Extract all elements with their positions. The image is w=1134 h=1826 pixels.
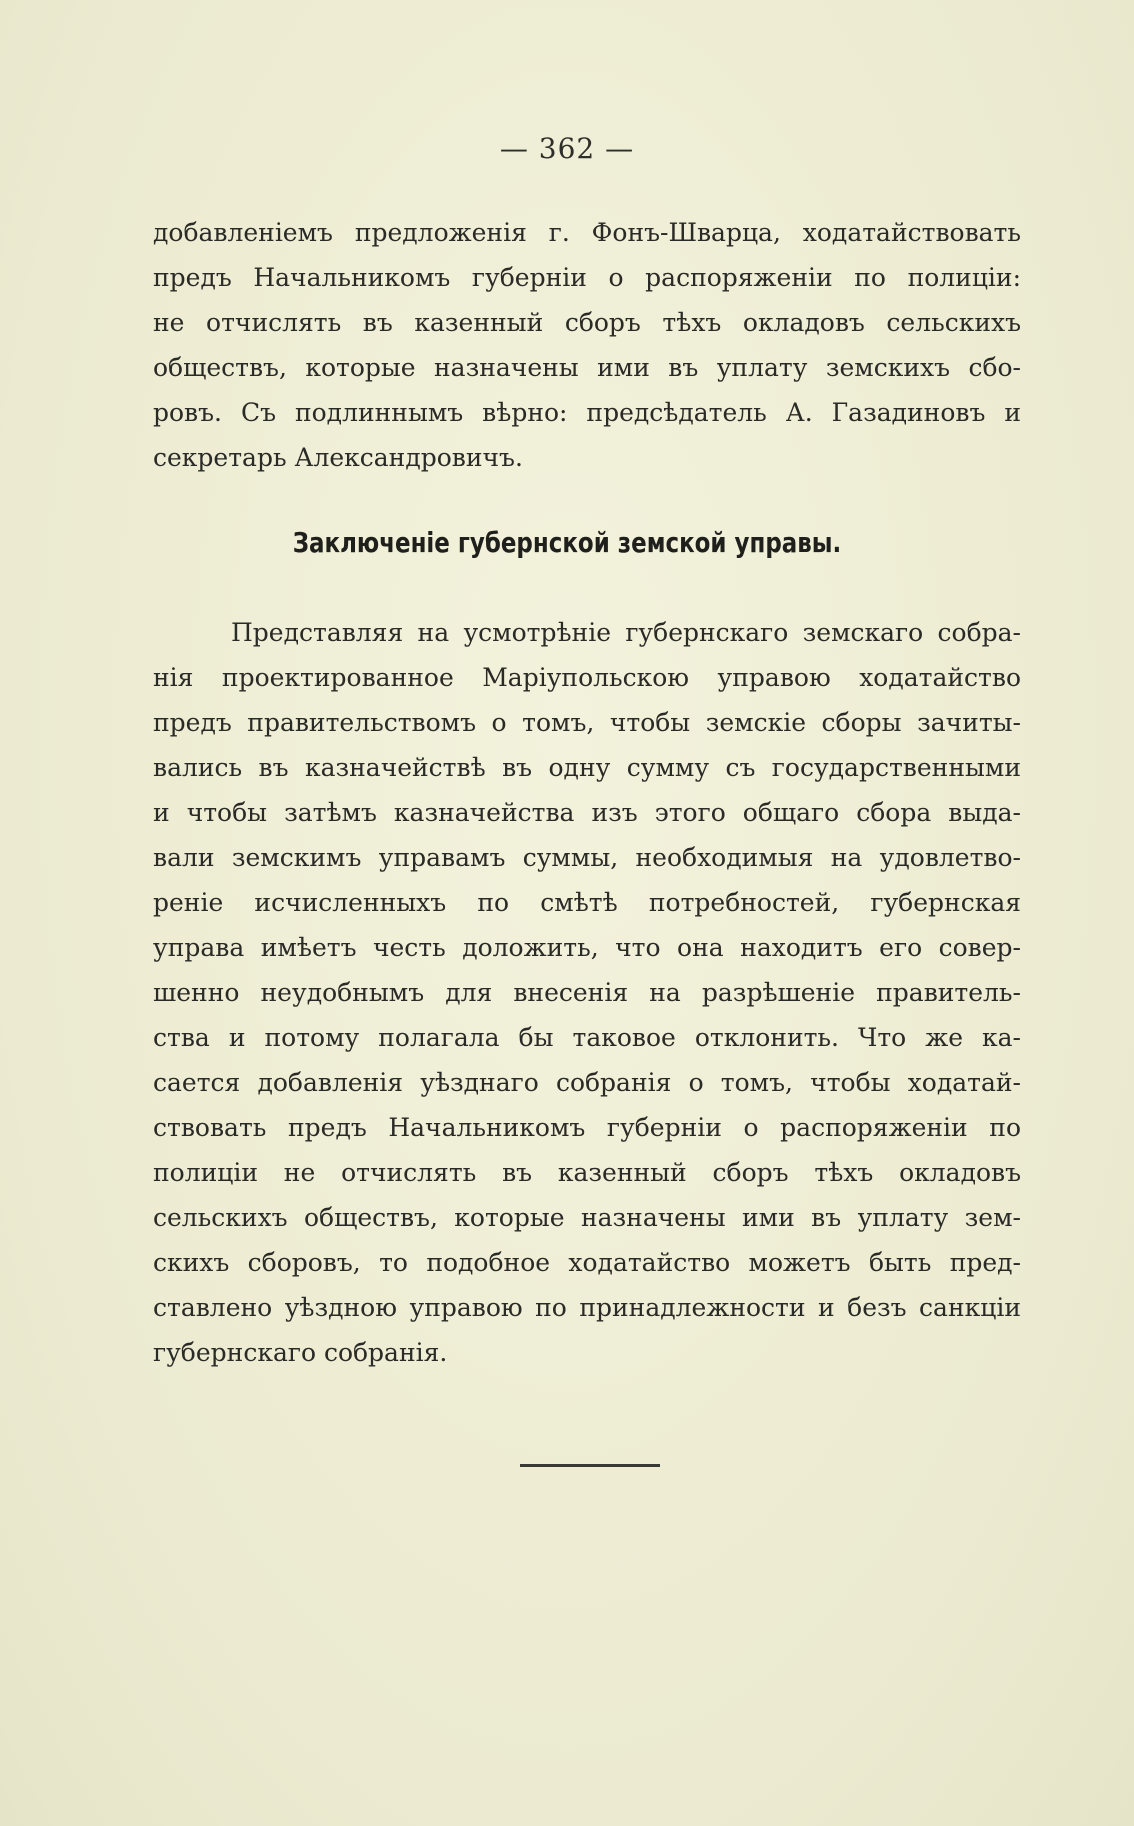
- text-line: реніе исчисленныхъ по смѣтѣ потребностей, губернская: [153, 888, 1021, 917]
- text-line: полиціи не отчислять въ казенный сборъ тѣхъ окладовъ: [153, 1158, 1021, 1187]
- text-line: ства и потому полагала бы таковое отклонить. Что же ка-: [153, 1023, 1021, 1052]
- text-line: ствовать предъ Начальникомъ губерніи о распоряженіи по: [153, 1113, 1021, 1142]
- text-line: ровъ. Съ подлиннымъ вѣрно: предсѣдатель А. Газадиновъ и: [153, 398, 1021, 427]
- section-title: Заключеніе губернской земской управы.: [292, 526, 842, 559]
- text-line: предъ Начальникомъ губерніи о распоряженіи по полиціи:: [153, 263, 1021, 292]
- text-line: предъ правительствомъ о томъ, чтобы земскіе сборы зачиты-: [153, 708, 1021, 737]
- text-line: сается добавленія уѣзднаго собранія о томъ, чтобы ходатай-: [153, 1068, 1021, 1097]
- text-line: Представляя на усмотрѣніе губернскаго земскаго собра-: [231, 618, 1021, 647]
- text-line: вали земскимъ управамъ суммы, необходимыя на удовлетво-: [153, 843, 1021, 872]
- text-line: шенно неудобнымъ для внесенія на разрѣшеніе правитель-: [153, 978, 1021, 1007]
- text-line: обществъ, которые назначены ими въ уплату земскихъ сбо-: [153, 353, 1021, 382]
- text-line: скихъ сборовъ, то подобное ходатайство можетъ быть пред-: [153, 1248, 1021, 1277]
- text-line: не отчислять въ казенный сборъ тѣхъ окладовъ сельскихъ: [153, 308, 1021, 337]
- text-line: вались въ казначействѣ въ одну сумму съ государственными: [153, 753, 1021, 782]
- paragraph-2: [153, 610, 1021, 1375]
- page-number: — 362 —: [499, 132, 635, 165]
- text-line: добавленіемъ предложенія г. Фонъ-Шварца, ходатайствовать: [153, 218, 1021, 247]
- text-line: сельскихъ обществъ, которые назначены ими въ уплату зем-: [153, 1203, 1021, 1232]
- text-line: нія проектированное Маріупольскою управою ходатайство: [153, 663, 1021, 692]
- text-line: управа имѣетъ честь доложить, что она находитъ его совер-: [153, 933, 1021, 962]
- text-line: ставлено уѣздною управою по принадлежности и безъ санкціи: [153, 1293, 1021, 1322]
- text-line: и чтобы затѣмъ казначейства изъ этого общаго сбора выда-: [153, 798, 1021, 827]
- text-line: губернскаго собранія.: [153, 1338, 448, 1367]
- text-line: секретарь Александровичъ.: [153, 443, 523, 472]
- paragraph-1: [153, 210, 1021, 480]
- closing-rule: [520, 1464, 660, 1467]
